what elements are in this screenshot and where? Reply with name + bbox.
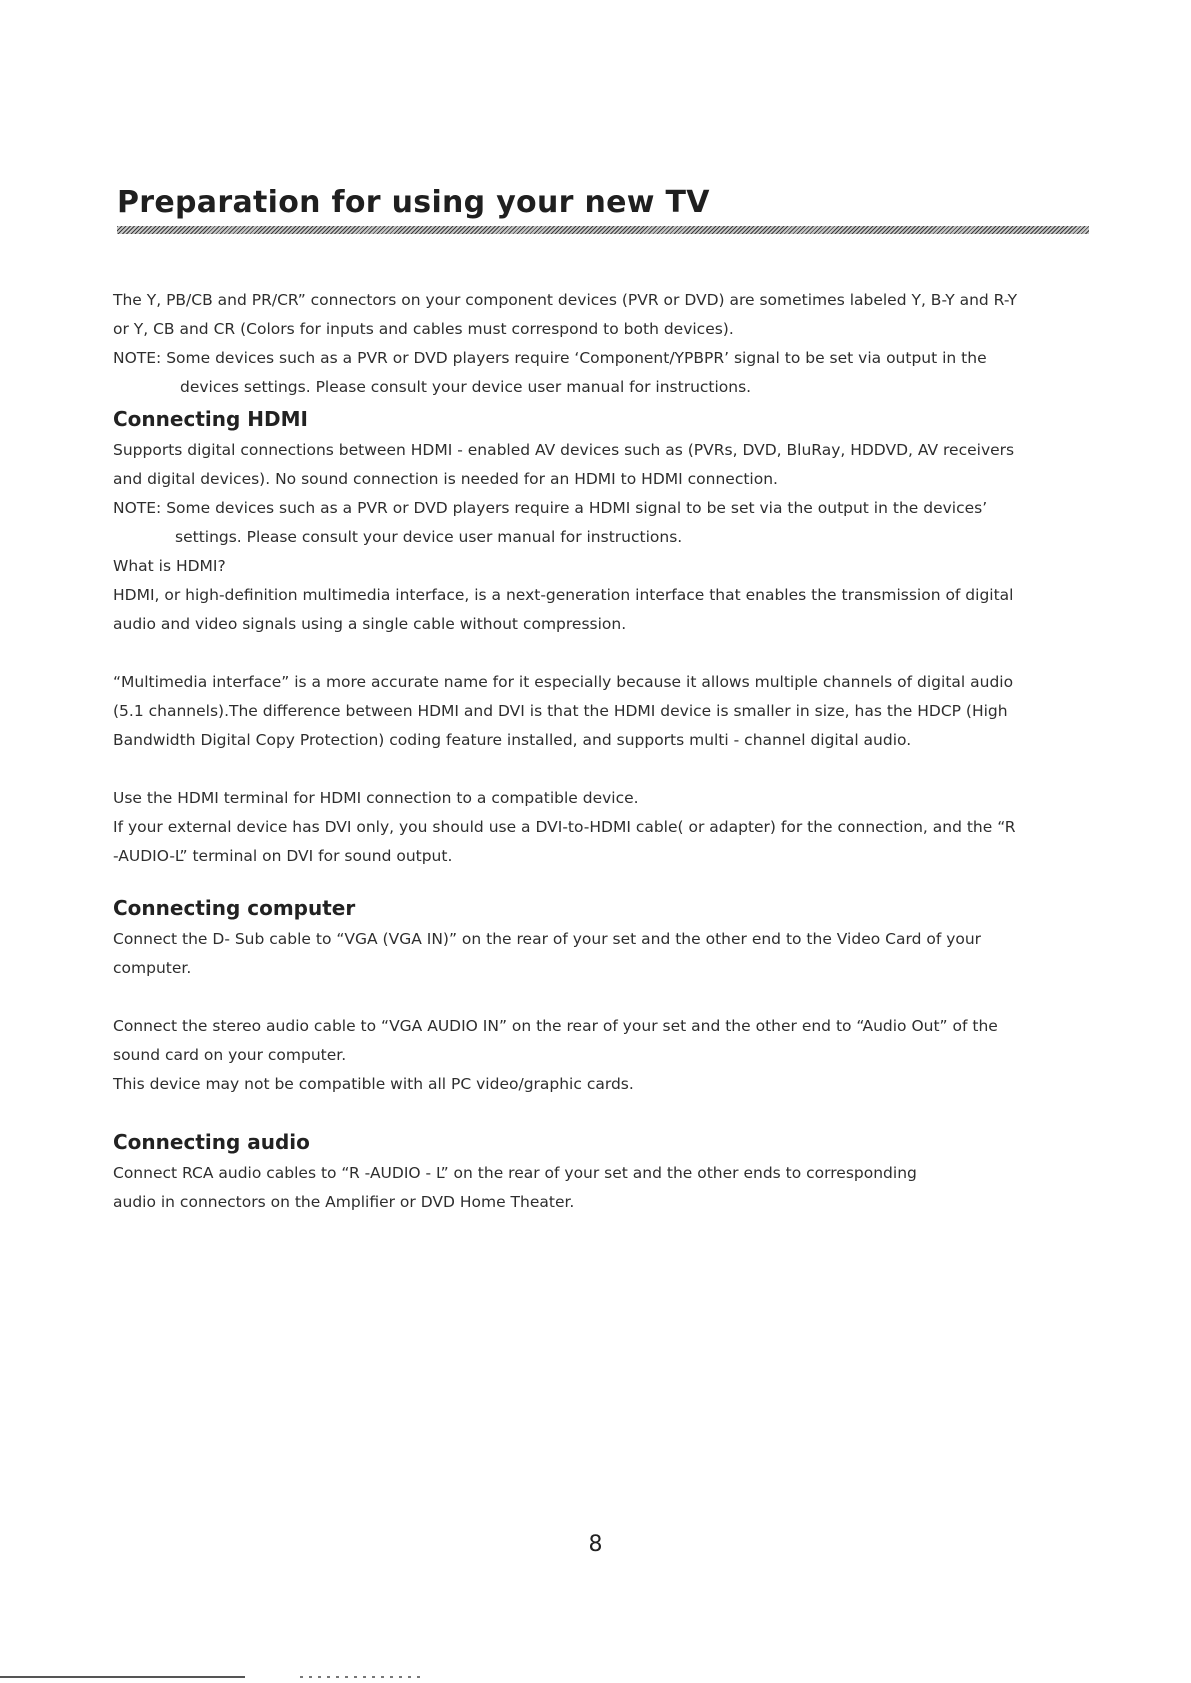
audio-section xyxy=(113,1125,1098,1217)
intro-line-1: The Y, PB/CB and PR/CR” connectors on your component devices (PVR or DVD) are sometimes labeled Y, B-Y and R-Y xyxy=(113,291,1018,309)
hdmi-heading: Connecting HDMI xyxy=(113,407,308,431)
hdmi-multimedia-line-1: “Multimedia interface” is a more accurate name for it especially because it allows multiple channels of digital audio xyxy=(113,673,1014,691)
computer-paragraph-1-line-1: Connect the D- Sub cable to “VGA (VGA IN)” on the rear of your set and the other end to the Video Card of your xyxy=(113,930,982,948)
intro-section xyxy=(113,286,1098,402)
computer-paragraph-1-line-2: computer. xyxy=(113,959,192,977)
hdmi-usage-line-2: If your external device has DVI only, you should use a DVI-to-HDMI cable( or adapter) for the connection, and the “R xyxy=(113,818,1016,836)
computer-paragraph-2-line-2: sound card on your computer. xyxy=(113,1046,347,1064)
audio-paragraph-line-1: Connect RCA audio cables to “R -AUDIO - L” on the rear of your set and the other ends to corresponding xyxy=(113,1164,917,1182)
hdmi-paragraph-line-2: and digital devices). No sound connection is needed for an HDMI to HDMI connection. xyxy=(113,470,778,488)
computer-heading: Connecting computer xyxy=(113,896,356,920)
audio-heading: Connecting audio xyxy=(113,1130,310,1154)
hdmi-answer-line-2: audio and video signals using a single cable without compression. xyxy=(113,615,627,633)
hdmi-note-line-2: settings. Please consult your device user manual for instructions. xyxy=(175,528,683,546)
hdmi-answer-line-1: HDMI, or high-definition multimedia interface, is a next-generation interface that enables the transmission of digital xyxy=(113,586,1014,604)
hdmi-section xyxy=(113,402,1098,871)
scan-artifact-dots xyxy=(300,1676,420,1678)
computer-paragraph-2-line-1: Connect the stereo audio cable to “VGA AUDIO IN” on the rear of your set and the other end to “Audio Out” of the xyxy=(113,1017,998,1035)
hdmi-usage-line-3: -AUDIO-L” terminal on DVI for sound output. xyxy=(113,847,453,865)
audio-paragraph-line-2: audio in connectors on the Amplifier or DVD Home Theater. xyxy=(113,1193,575,1211)
intro-note-line-2: devices settings. Please consult your device user manual for instructions. xyxy=(180,378,752,396)
intro-line-2: or Y, CB and CR (Colors for inputs and cables must correspond to both devices). xyxy=(113,320,734,338)
hdmi-multimedia-line-2: (5.1 channels).The difference between HDMI and DVI is that the HDMI device is smaller in size, has the HDCP (High xyxy=(113,702,1008,720)
page-content xyxy=(113,286,1098,1217)
computer-paragraph-2-line-3: This device may not be compatible with all PC video/graphic cards. xyxy=(113,1075,634,1093)
page-number: 8 xyxy=(588,1532,603,1557)
hdmi-usage-line-1: Use the HDMI terminal for HDMI connection to a compatible device. xyxy=(113,789,639,807)
hdmi-note-line-1: NOTE: Some devices such as a PVR or DVD players require a HDMI signal to be set via the output in the devices’ xyxy=(113,499,988,517)
hdmi-paragraph-line-1: Supports digital connections between HDMI - enabled AV devices such as (PVRs, DVD, BluRay, HDDVD, AV receivers xyxy=(113,441,1015,459)
page-title: Preparation for using your new TV xyxy=(117,185,710,220)
title-underline-rule xyxy=(117,226,1089,234)
scan-artifact-line xyxy=(0,1676,245,1678)
hdmi-question: What is HDMI? xyxy=(113,557,226,575)
hdmi-multimedia-line-3: Bandwidth Digital Copy Protection) coding feature installed, and supports multi - channel digital audio. xyxy=(113,731,912,749)
computer-section xyxy=(113,891,1098,1099)
intro-note-line-1: NOTE: Some devices such as a PVR or DVD players require ‘Component/YPBPR’ signal to be set via output in the xyxy=(113,349,987,367)
